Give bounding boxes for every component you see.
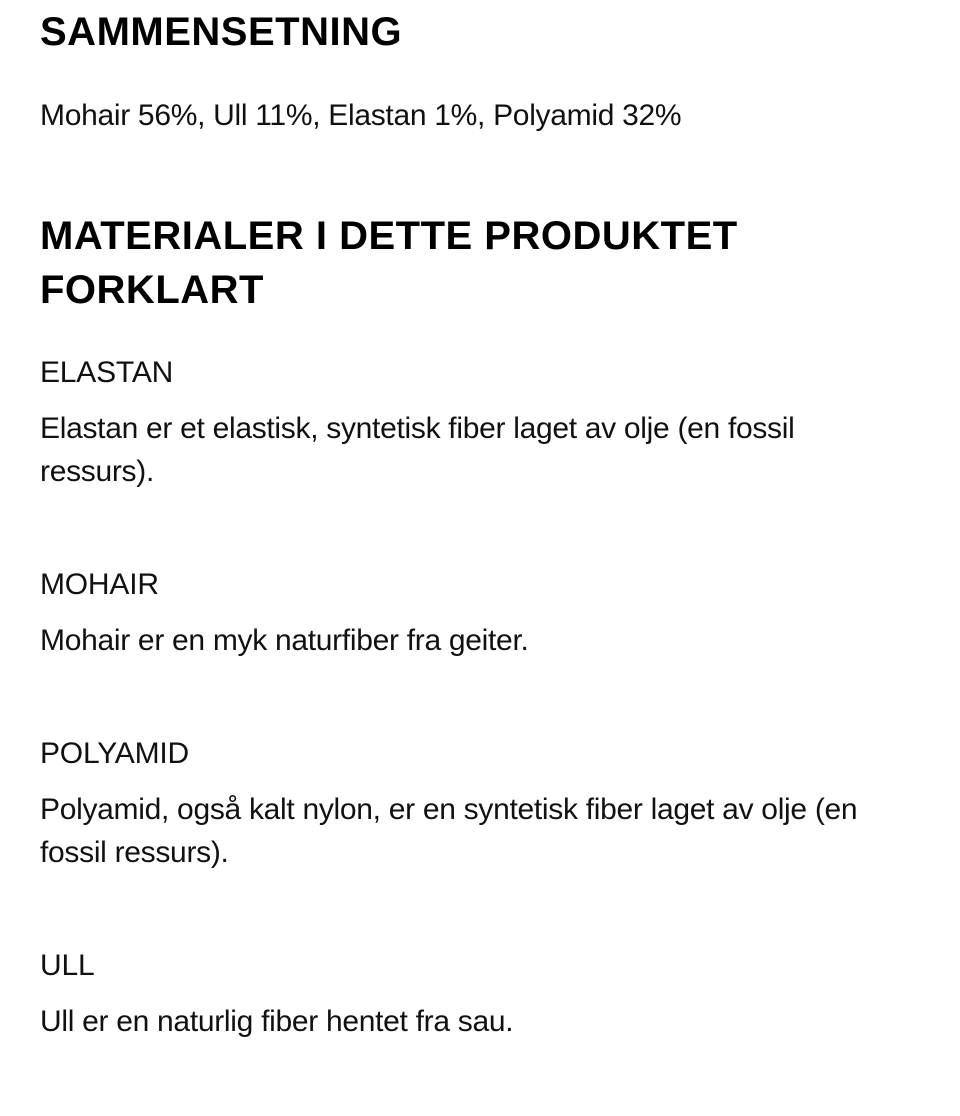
material-item-mohair bbox=[40, 563, 920, 662]
material-item-polyamid bbox=[40, 732, 920, 874]
material-name: ELASTAN bbox=[40, 356, 174, 389]
material-item-elastan bbox=[40, 351, 920, 493]
material-description: Ull er en naturlig fiber hentet fra sau. bbox=[40, 1005, 514, 1038]
composition-heading: SAMMENSETNING bbox=[40, 10, 403, 54]
material-name: MOHAIR bbox=[40, 568, 159, 601]
material-description: Polyamid, også kalt nylon, er en syntetisk fiber laget av olje (en fossil ressurs). bbox=[40, 793, 858, 869]
materials-explained-section bbox=[40, 209, 920, 1043]
material-name: POLYAMID bbox=[40, 737, 189, 770]
material-description: Mohair er en myk naturfiber fra geiter. bbox=[40, 624, 529, 657]
composition-section bbox=[40, 5, 920, 137]
materials-explained-heading: MATERIALER I DETTE PRODUKTET FORKLART bbox=[40, 214, 738, 312]
material-description: Elastan er et elastisk, syntetisk fiber laget av olje (en fossil ressurs). bbox=[40, 412, 795, 488]
material-name: ULL bbox=[40, 949, 95, 982]
composition-value: Mohair 56%, Ull 11%, Elastan 1%, Polyamid 32% bbox=[40, 99, 682, 132]
material-item-ull bbox=[40, 944, 920, 1043]
